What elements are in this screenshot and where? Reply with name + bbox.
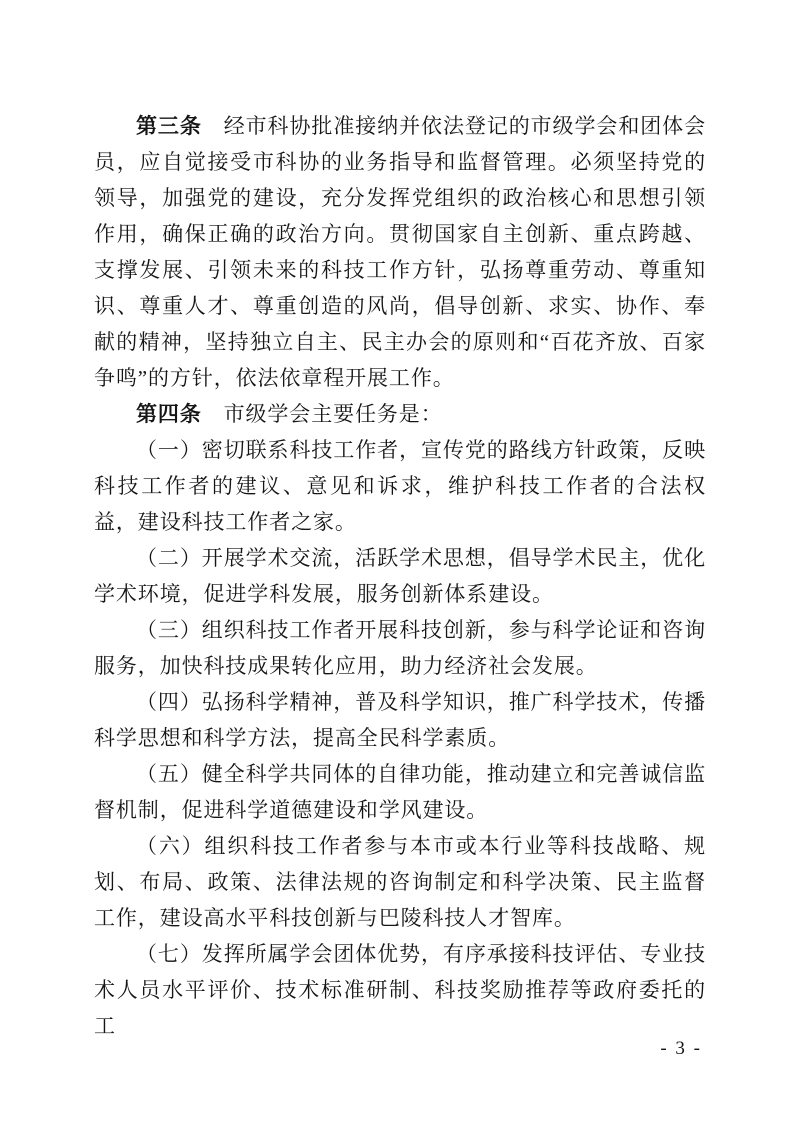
task-4-text: （四）弘扬科学精神，普及科学知识，推广科学技术，传播科学思想和科学方法，提高全民科学素质。	[94, 690, 706, 750]
task-1-text: （一）密切联系科技工作者，宣传党的路线方针政策，反映科技工作者的建议、意见和诉求，维护科技工作者的合法权益，建设科技工作者之家。	[94, 438, 706, 534]
paragraph-task-5	[94, 756, 706, 828]
paragraph-task-7	[94, 936, 706, 1044]
task-6-text: （六）组织科技工作者参与本市或本行业等科技战略、规划、布局、政策、法律法规的咨询制定和科学决策、民主监督工作，建设高水平科技创新与巴陵科技人才智库。	[94, 834, 706, 930]
article-4-label: 第四条	[136, 402, 202, 426]
page-number: - 3 -	[660, 1038, 702, 1059]
task-7-text: （七）发挥所属学会团体优势，有序承接科技评估、专业技术人员水平评价、技术标准研制、科技奖励推荐等政府委托的工	[94, 942, 706, 1038]
task-2-text: （二）开展学术交流，活跃学术思想，倡导学术民主，优化学术环境，促进学科发展，服务创新体系建设。	[94, 546, 706, 606]
paragraph-task-2	[94, 540, 706, 612]
paragraph-task-6	[94, 828, 706, 936]
paragraph-article-3	[94, 108, 706, 396]
paragraph-task-3	[94, 612, 706, 684]
article-3-label: 第三条	[136, 114, 202, 138]
article-4-text: 市级学会主要任务是：	[201, 402, 443, 426]
document-body	[94, 108, 706, 1044]
task-3-text: （三）组织科技工作者开展科技创新，参与科学论证和咨询服务，加快科技成果转化应用，助力经济社会发展。	[94, 618, 706, 678]
task-5-text: （五）健全科学共同体的自律功能，推动建立和完善诚信监督机制，促进科学道德建设和学风建设。	[94, 762, 706, 822]
paragraph-task-1	[94, 432, 706, 540]
article-3-text: 经市科协批准接纳并依法登记的市级学会和团体会员，应自觉接受市科协的业务指导和监督管理。必须坚持党的领导，加强党的建设，充分发挥党组织的政治核心和思想引领作用，确保正确的政治方向。贯彻国家自主创新、重点跨越、支撑发展、引领未来的科技工作方针，弘扬尊重劳动、尊重知识、尊重人才、尊重创造的风尚，倡导创新、求实、协作、奉献的精神，坚持独立自主、民主办会的原则和“百花齐放、百家争鸣”的方针，依法依章程开展工作。	[94, 114, 707, 390]
paragraph-task-4	[94, 684, 706, 756]
paragraph-article-4	[94, 396, 706, 432]
